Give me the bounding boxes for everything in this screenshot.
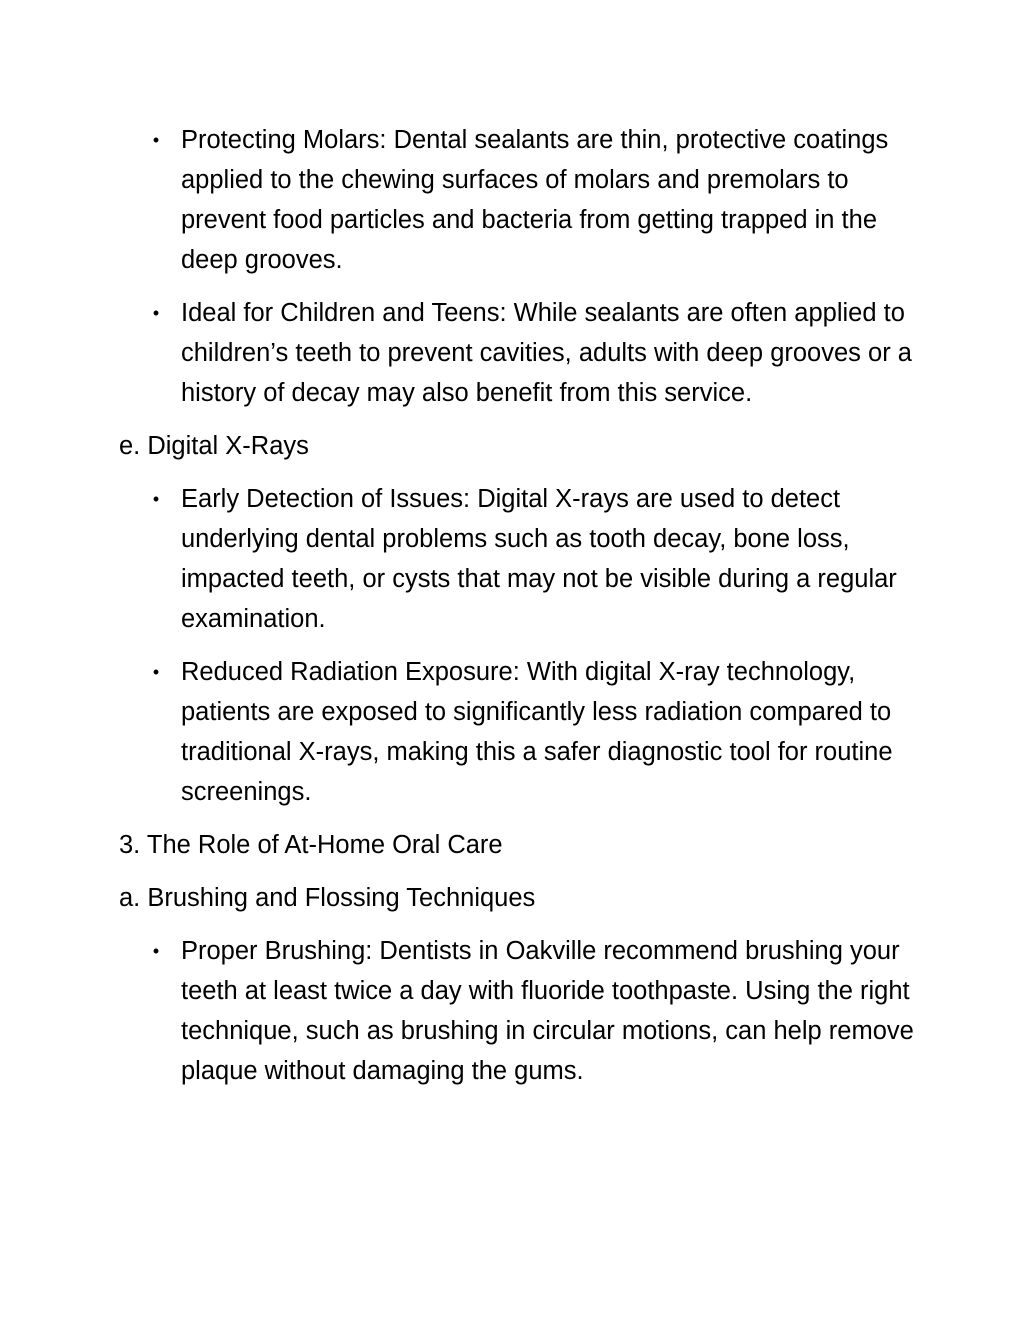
list-item: [119, 293, 919, 413]
list-item: [119, 479, 919, 639]
list-item-text: Protecting Molars: Dental sealants are thin, protective coatings applied to the chewing surfaces of molars and premolars to prevent food particles and bacteria from getting trapped in the deep grooves.: [181, 126, 889, 274]
section-heading: e. Digital X-Rays: [119, 432, 309, 460]
subsection-heading: a. Brushing and Flossing Techniques: [119, 884, 536, 912]
bullet-icon: •: [152, 941, 160, 961]
list-item-text: Ideal for Children and Teens: While sealants are often applied to children’s teeth to prevent cavities, adults with deep grooves or a history of decay may also benefit from this service.: [181, 299, 912, 407]
bullet-icon: •: [152, 303, 160, 323]
list-item: [119, 120, 919, 280]
document-body: [119, 120, 919, 1104]
bullet-icon: •: [152, 662, 160, 682]
section-heading: 3. The Role of At-Home Oral Care: [119, 831, 503, 859]
list-item-text: Proper Brushing: Dentists in Oakville recommend brushing your teeth at least twice a day with fluoride toothpaste. Using the right technique, such as brushing in circular motions, can help remove plaque without damaging the gums.: [181, 937, 914, 1085]
list-item-text: Early Detection of Issues: Digital X-rays are used to detect underlying dental problems such as tooth decay, bone loss, impacted teeth, or cysts that may not be visible during a regular examination.: [181, 485, 897, 633]
list-item: [119, 652, 919, 812]
list-item-text: Reduced Radiation Exposure: With digital X-ray technology, patients are exposed to significantly less radiation compared to traditional X-rays, making this a safer diagnostic tool for routine screenings.: [181, 658, 893, 806]
list-item: [119, 931, 919, 1091]
bullet-icon: •: [152, 130, 160, 150]
bullet-icon: •: [152, 489, 160, 509]
